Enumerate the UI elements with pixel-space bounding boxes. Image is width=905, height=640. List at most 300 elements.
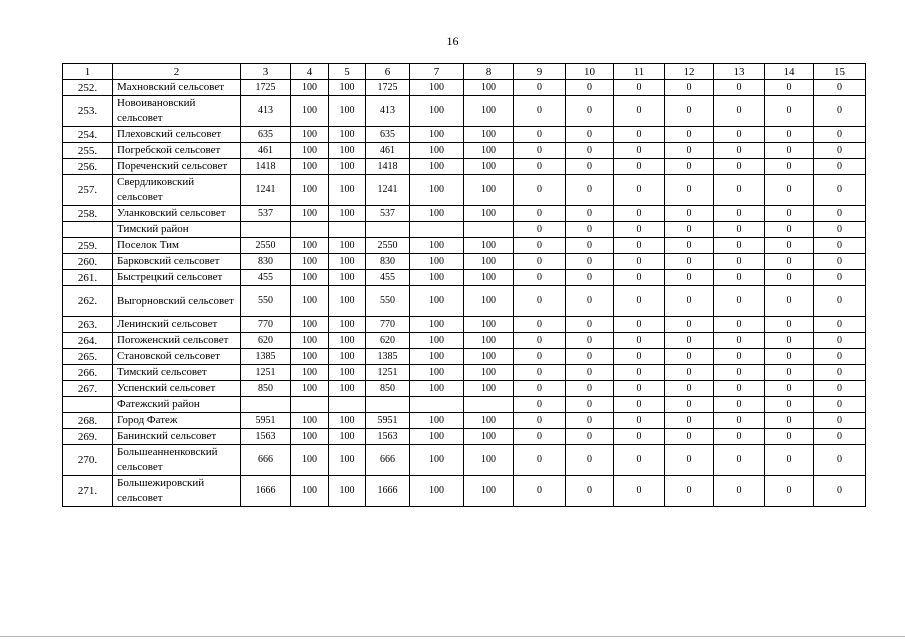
value-cell: 0	[714, 222, 765, 238]
value-cell: 0	[514, 80, 566, 96]
table-header-row	[63, 64, 866, 80]
value-cell: 0	[566, 143, 614, 159]
value-cell	[329, 397, 366, 413]
municipality-name-cell: Выгорновский сельсовет	[113, 286, 241, 317]
value-cell: 550	[241, 286, 291, 317]
header-cell: 1	[63, 64, 113, 80]
value-cell: 100	[410, 254, 464, 270]
value-cell: 1666	[366, 476, 410, 507]
value-cell: 455	[241, 270, 291, 286]
row-number-cell: 253.	[63, 96, 113, 127]
value-cell: 1725	[366, 80, 410, 96]
value-cell: 0	[514, 175, 566, 206]
value-cell: 0	[765, 397, 814, 413]
value-cell: 0	[614, 254, 665, 270]
value-cell: 0	[514, 429, 566, 445]
value-cell: 100	[464, 445, 514, 476]
value-cell: 0	[514, 206, 566, 222]
value-cell: 0	[514, 365, 566, 381]
municipality-name-cell: Становской сельсовет	[113, 349, 241, 365]
value-cell: 100	[291, 238, 329, 254]
value-cell: 0	[514, 317, 566, 333]
value-cell: 0	[566, 222, 614, 238]
value-cell: 455	[366, 270, 410, 286]
value-cell: 0	[765, 175, 814, 206]
value-cell: 0	[614, 429, 665, 445]
value-cell: 666	[366, 445, 410, 476]
value-cell: 100	[464, 206, 514, 222]
value-cell: 0	[614, 365, 665, 381]
value-cell: 0	[665, 286, 714, 317]
table-body	[63, 64, 866, 507]
value-cell: 100	[410, 429, 464, 445]
value-cell	[410, 397, 464, 413]
value-cell: 0	[614, 397, 665, 413]
value-cell: 0	[714, 175, 765, 206]
value-cell: 0	[814, 96, 866, 127]
municipality-name-cell: Быстрецкий сельсовет	[113, 270, 241, 286]
data-table	[62, 63, 866, 507]
value-cell: 0	[566, 96, 614, 127]
value-cell: 0	[665, 270, 714, 286]
value-cell: 0	[614, 175, 665, 206]
value-cell: 100	[464, 96, 514, 127]
municipality-name-cell: Пореченский сельсовет	[113, 159, 241, 175]
value-cell: 0	[566, 365, 614, 381]
value-cell: 0	[765, 96, 814, 127]
value-cell: 0	[665, 397, 714, 413]
value-cell: 0	[665, 445, 714, 476]
value-cell: 0	[714, 270, 765, 286]
value-cell: 0	[514, 143, 566, 159]
value-cell: 0	[665, 127, 714, 143]
value-cell: 0	[814, 238, 866, 254]
header-cell: 4	[291, 64, 329, 80]
header-cell: 11	[614, 64, 665, 80]
value-cell: 100	[329, 206, 366, 222]
value-cell: 0	[665, 429, 714, 445]
value-cell: 100	[464, 413, 514, 429]
row-number-cell: 263.	[63, 317, 113, 333]
row-number-cell: 256.	[63, 159, 113, 175]
value-cell: 0	[814, 445, 866, 476]
value-cell: 100	[291, 127, 329, 143]
value-cell: 0	[665, 143, 714, 159]
table-row	[63, 365, 866, 381]
value-cell: 2550	[366, 238, 410, 254]
value-cell: 0	[665, 96, 714, 127]
value-cell: 0	[714, 397, 765, 413]
value-cell: 0	[765, 445, 814, 476]
value-cell: 100	[410, 476, 464, 507]
value-cell: 0	[665, 222, 714, 238]
value-cell: 413	[241, 96, 291, 127]
header-cell: 13	[714, 64, 765, 80]
value-cell	[464, 397, 514, 413]
value-cell: 770	[366, 317, 410, 333]
value-cell: 666	[241, 445, 291, 476]
value-cell	[410, 222, 464, 238]
value-cell: 0	[514, 222, 566, 238]
value-cell: 0	[614, 445, 665, 476]
value-cell: 0	[566, 238, 614, 254]
value-cell: 0	[814, 476, 866, 507]
value-cell: 0	[514, 445, 566, 476]
value-cell: 100	[410, 445, 464, 476]
value-cell: 830	[241, 254, 291, 270]
value-cell: 0	[614, 317, 665, 333]
value-cell: 1563	[366, 429, 410, 445]
value-cell: 0	[814, 365, 866, 381]
value-cell: 100	[410, 206, 464, 222]
value-cell: 0	[714, 96, 765, 127]
value-cell: 620	[241, 333, 291, 349]
row-number-cell: 257.	[63, 175, 113, 206]
value-cell: 0	[765, 413, 814, 429]
value-cell: 100	[329, 445, 366, 476]
row-number-cell: 271.	[63, 476, 113, 507]
value-cell: 100	[291, 333, 329, 349]
value-cell: 0	[514, 349, 566, 365]
table-row	[63, 175, 866, 206]
value-cell: 0	[814, 143, 866, 159]
value-cell: 100	[464, 317, 514, 333]
value-cell: 100	[329, 159, 366, 175]
municipality-name-cell: Барковский сельсовет	[113, 254, 241, 270]
value-cell: 0	[514, 96, 566, 127]
value-cell: 0	[614, 80, 665, 96]
value-cell: 0	[765, 476, 814, 507]
value-cell: 1725	[241, 80, 291, 96]
table-row	[63, 254, 866, 270]
value-cell: 0	[765, 159, 814, 175]
value-cell: 0	[814, 286, 866, 317]
value-cell: 100	[291, 413, 329, 429]
value-cell: 100	[464, 286, 514, 317]
value-cell: 100	[410, 349, 464, 365]
value-cell: 100	[464, 238, 514, 254]
value-cell: 0	[714, 238, 765, 254]
value-cell: 0	[765, 206, 814, 222]
value-cell: 0	[614, 206, 665, 222]
value-cell: 100	[329, 349, 366, 365]
value-cell: 0	[665, 80, 714, 96]
value-cell: 100	[464, 381, 514, 397]
value-cell: 100	[410, 96, 464, 127]
value-cell: 0	[614, 476, 665, 507]
value-cell: 100	[291, 96, 329, 127]
value-cell: 100	[329, 381, 366, 397]
value-cell: 0	[665, 413, 714, 429]
row-number-cell: 262.	[63, 286, 113, 317]
value-cell: 1418	[366, 159, 410, 175]
municipality-name-cell: Большежировский сельсовет	[113, 476, 241, 507]
value-cell: 2550	[241, 238, 291, 254]
value-cell: 0	[514, 413, 566, 429]
value-cell: 0	[714, 445, 765, 476]
value-cell: 0	[614, 159, 665, 175]
value-cell: 0	[566, 397, 614, 413]
value-cell: 100	[464, 143, 514, 159]
value-cell: 100	[329, 333, 366, 349]
value-cell: 0	[614, 222, 665, 238]
table-row	[63, 317, 866, 333]
value-cell: 0	[814, 317, 866, 333]
value-cell: 100	[464, 175, 514, 206]
municipality-name-cell: Махновский сельсовет	[113, 80, 241, 96]
value-cell: 100	[291, 365, 329, 381]
table-row	[63, 381, 866, 397]
value-cell: 0	[765, 143, 814, 159]
value-cell: 0	[814, 413, 866, 429]
value-cell: 0	[514, 127, 566, 143]
value-cell: 0	[714, 317, 765, 333]
value-cell: 100	[291, 254, 329, 270]
value-cell: 0	[614, 349, 665, 365]
value-cell: 0	[814, 206, 866, 222]
table-row	[63, 445, 866, 476]
value-cell: 100	[329, 413, 366, 429]
value-cell: 0	[566, 349, 614, 365]
value-cell: 537	[366, 206, 410, 222]
table-row	[63, 238, 866, 254]
table-row	[63, 413, 866, 429]
value-cell: 100	[291, 445, 329, 476]
value-cell: 1563	[241, 429, 291, 445]
value-cell: 0	[714, 159, 765, 175]
value-cell: 100	[329, 80, 366, 96]
value-cell: 413	[366, 96, 410, 127]
value-cell: 0	[514, 381, 566, 397]
value-cell	[291, 222, 329, 238]
value-cell: 100	[410, 286, 464, 317]
municipality-name-cell: Уланковский сельсовет	[113, 206, 241, 222]
value-cell: 100	[329, 270, 366, 286]
value-cell: 0	[714, 333, 765, 349]
value-cell: 100	[464, 159, 514, 175]
value-cell: 100	[329, 143, 366, 159]
table-row	[63, 127, 866, 143]
value-cell: 100	[291, 317, 329, 333]
value-cell: 100	[291, 175, 329, 206]
value-cell: 0	[566, 476, 614, 507]
row-number-cell	[63, 397, 113, 413]
table-row	[63, 397, 866, 413]
value-cell: 770	[241, 317, 291, 333]
value-cell: 0	[714, 80, 765, 96]
row-number-cell: 265.	[63, 349, 113, 365]
value-cell: 0	[566, 317, 614, 333]
value-cell: 100	[291, 159, 329, 175]
value-cell: 0	[566, 286, 614, 317]
value-cell: 0	[814, 159, 866, 175]
table-row	[63, 349, 866, 365]
table-row	[63, 96, 866, 127]
value-cell: 100	[464, 80, 514, 96]
value-cell: 0	[614, 96, 665, 127]
value-cell: 1385	[241, 349, 291, 365]
value-cell: 0	[614, 333, 665, 349]
value-cell: 100	[410, 159, 464, 175]
value-cell: 0	[514, 476, 566, 507]
value-cell: 0	[665, 175, 714, 206]
header-cell: 3	[241, 64, 291, 80]
value-cell: 0	[566, 429, 614, 445]
table-row	[63, 143, 866, 159]
header-cell: 10	[566, 64, 614, 80]
value-cell: 0	[566, 381, 614, 397]
value-cell	[241, 222, 291, 238]
value-cell: 100	[291, 381, 329, 397]
value-cell: 0	[514, 333, 566, 349]
value-cell: 100	[329, 429, 366, 445]
value-cell: 0	[714, 476, 765, 507]
value-cell: 100	[291, 476, 329, 507]
value-cell: 0	[566, 175, 614, 206]
table-row	[63, 286, 866, 317]
value-cell: 0	[765, 270, 814, 286]
value-cell: 0	[665, 476, 714, 507]
municipality-name-cell: Большеанненковский сельсовет	[113, 445, 241, 476]
header-cell: 5	[329, 64, 366, 80]
value-cell: 0	[566, 413, 614, 429]
row-number-cell: 264.	[63, 333, 113, 349]
value-cell: 100	[464, 254, 514, 270]
value-cell: 0	[566, 159, 614, 175]
value-cell: 0	[614, 127, 665, 143]
value-cell: 0	[566, 333, 614, 349]
value-cell	[291, 397, 329, 413]
value-cell: 5951	[241, 413, 291, 429]
value-cell: 0	[814, 349, 866, 365]
table-row	[63, 429, 866, 445]
value-cell: 0	[814, 222, 866, 238]
value-cell: 100	[464, 333, 514, 349]
value-cell: 635	[366, 127, 410, 143]
value-cell: 0	[566, 206, 614, 222]
value-cell: 0	[765, 80, 814, 96]
value-cell: 100	[410, 317, 464, 333]
value-cell: 0	[514, 254, 566, 270]
value-cell: 0	[765, 349, 814, 365]
table-row	[63, 270, 866, 286]
header-cell: 9	[514, 64, 566, 80]
value-cell: 100	[329, 254, 366, 270]
value-cell: 0	[814, 80, 866, 96]
municipality-name-cell: Плеховский сельсовет	[113, 127, 241, 143]
value-cell: 0	[614, 270, 665, 286]
value-cell: 0	[614, 413, 665, 429]
municipality-name-cell: Банинский сельсовет	[113, 429, 241, 445]
value-cell: 0	[714, 429, 765, 445]
value-cell: 0	[814, 270, 866, 286]
value-cell: 850	[366, 381, 410, 397]
value-cell: 100	[291, 143, 329, 159]
value-cell: 100	[329, 286, 366, 317]
value-cell: 0	[665, 317, 714, 333]
value-cell: 0	[765, 429, 814, 445]
value-cell: 0	[714, 413, 765, 429]
row-number-cell: 254.	[63, 127, 113, 143]
value-cell: 0	[714, 381, 765, 397]
value-cell: 0	[614, 143, 665, 159]
value-cell: 0	[814, 397, 866, 413]
value-cell: 1418	[241, 159, 291, 175]
scan-edge	[0, 636, 905, 637]
value-cell: 0	[566, 80, 614, 96]
value-cell: 0	[514, 159, 566, 175]
value-cell: 100	[291, 286, 329, 317]
value-cell: 0	[514, 238, 566, 254]
value-cell: 0	[714, 254, 765, 270]
table-row	[63, 80, 866, 96]
value-cell: 100	[464, 349, 514, 365]
value-cell: 100	[410, 381, 464, 397]
value-cell: 0	[665, 349, 714, 365]
value-cell: 0	[765, 222, 814, 238]
value-cell: 100	[410, 127, 464, 143]
table-row	[63, 476, 866, 507]
value-cell: 0	[765, 333, 814, 349]
value-cell: 620	[366, 333, 410, 349]
row-number-cell: 259.	[63, 238, 113, 254]
page-number: 16	[446, 34, 459, 48]
row-number-cell: 270.	[63, 445, 113, 476]
table-row	[63, 333, 866, 349]
value-cell: 100	[410, 175, 464, 206]
value-cell: 0	[614, 238, 665, 254]
value-cell: 0	[765, 381, 814, 397]
municipality-name-cell: Свердликовский сельсовет	[113, 175, 241, 206]
header-cell: 12	[665, 64, 714, 80]
value-cell: 0	[714, 206, 765, 222]
municipality-name-cell: Тимский сельсовет	[113, 365, 241, 381]
value-cell: 1666	[241, 476, 291, 507]
value-cell: 100	[291, 349, 329, 365]
row-number-cell: 266.	[63, 365, 113, 381]
value-cell: 635	[241, 127, 291, 143]
value-cell	[366, 397, 410, 413]
value-cell: 100	[464, 365, 514, 381]
municipality-name-cell: Погоженский сельсовет	[113, 333, 241, 349]
value-cell: 0	[514, 270, 566, 286]
value-cell: 100	[464, 476, 514, 507]
value-cell: 100	[410, 333, 464, 349]
municipality-name-cell: Погребской сельсовет	[113, 143, 241, 159]
value-cell: 0	[814, 381, 866, 397]
value-cell: 100	[410, 365, 464, 381]
table-row	[63, 206, 866, 222]
value-cell: 0	[665, 254, 714, 270]
row-number-cell: 268.	[63, 413, 113, 429]
value-cell: 0	[814, 333, 866, 349]
table-row	[63, 159, 866, 175]
value-cell: 0	[765, 238, 814, 254]
value-cell: 0	[814, 127, 866, 143]
value-cell: 100	[291, 206, 329, 222]
header-cell: 14	[765, 64, 814, 80]
value-cell: 0	[665, 159, 714, 175]
value-cell	[464, 222, 514, 238]
row-number-cell: 252.	[63, 80, 113, 96]
municipality-name-cell: Город Фатеж	[113, 413, 241, 429]
municipality-name-cell: Новоивановский сельсовет	[113, 96, 241, 127]
header-cell: 8	[464, 64, 514, 80]
header-cell: 15	[814, 64, 866, 80]
value-cell: 0	[714, 349, 765, 365]
table-row	[63, 222, 866, 238]
value-cell: 100	[291, 80, 329, 96]
